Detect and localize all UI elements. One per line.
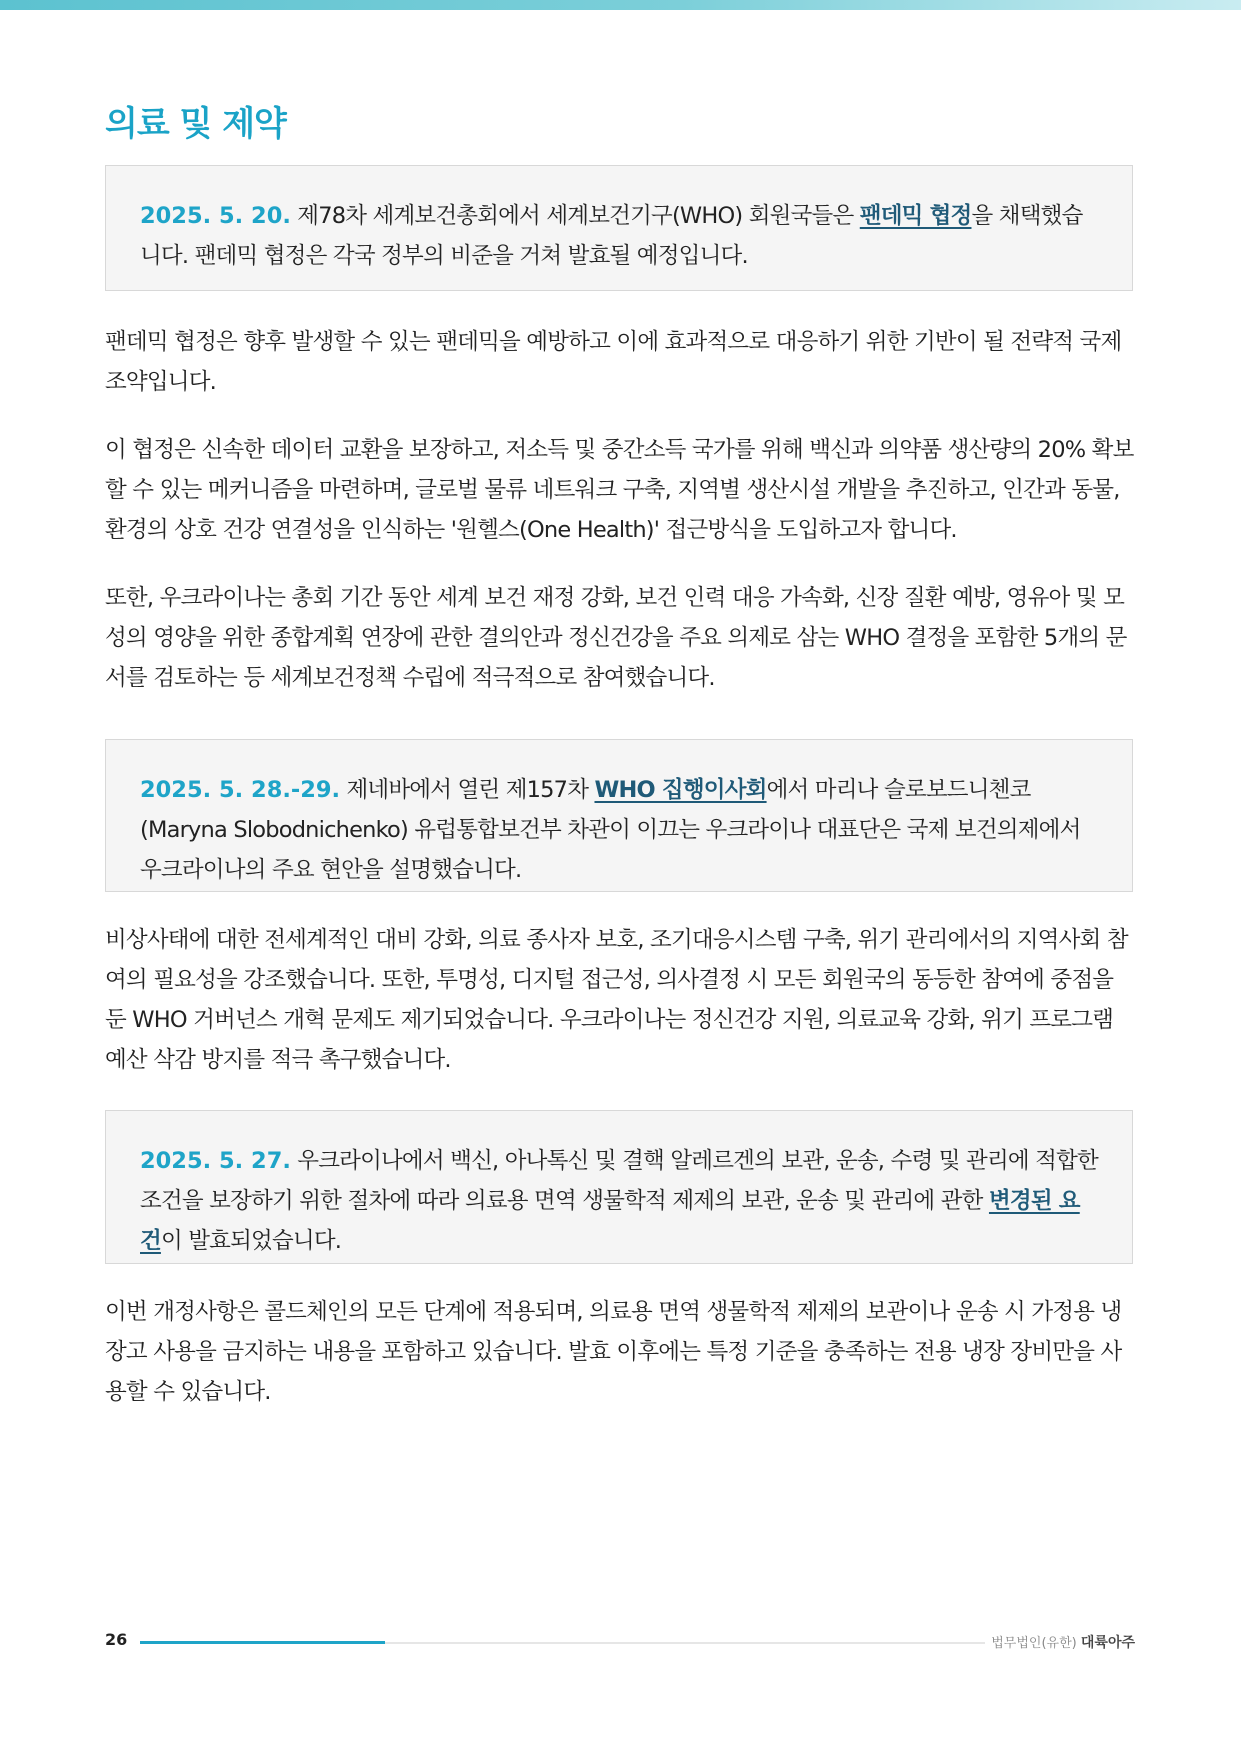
body-paragraph: 이 협정은 신속한 데이터 교환을 보장하고, 저소득 및 중간소득 국가를 위해 백신과 의약품 생산량의 20% 확보할 수 있는 메커니즘을 마련하며, 글로벌 물류 네트워크 구축, 지역별 생산시설 개발을 추진하고, 인간과 동물, 환경의 상호 건강 연결성을 인식하는 '원헬스(One Health)' 접근방식을 도입하고자 합니다.: [105, 437, 1134, 543]
news-highlight-link[interactable]: 팬데믹 협정: [859, 203, 972, 229]
news-date: 2025. 5. 20.: [140, 203, 291, 229]
top-accent-bar: [0, 0, 1241, 10]
news-text: 제네바에서 열린 제157차: [340, 777, 595, 803]
news-text: 우크라이나에서 백신, 아나톡신 및 결핵 알레르겐의 보관, 운송, 수령 및 관리에 적합한 조건을 보장하기 위한 절차에 따라 의료용 면역 생물학적 제제의 보관, 운송 및 관리에 관한: [140, 1148, 1098, 1214]
news-text: 이 발효되었습니다.: [160, 1228, 342, 1254]
news-highlight-link[interactable]: WHO 집행이사회: [594, 777, 767, 803]
brand-prefix: 법무법인(유한): [991, 1636, 1077, 1651]
news-text: 제78차 세계보건총회에서 세계보건기구(WHO) 회원국들은: [290, 203, 860, 229]
news-date: 2025. 5. 28.-29.: [140, 777, 341, 803]
news-highlight-link[interactable]: 변경된 요건: [140, 1188, 1080, 1254]
section-title: 의료 및 제약: [105, 104, 286, 144]
footer-brand: [991, 1632, 1135, 1652]
news-box-pandemic-agreement: [105, 165, 1133, 291]
body-paragraph: 또한, 우크라이나는 총회 기간 동안 세계 보건 재정 강화, 보건 인력 대응 가속화, 신장 질환 예방, 영유아 및 모성의 영양을 위한 종합계획 연장에 관한 결의안과 정신건강을 주요 의제로 삼는 WHO 결정을 포함한 5개의 문서를 검토하는 등 세계보건정책 수립에 적극적으로 참여했습니다.: [105, 585, 1127, 691]
page-number: 26: [105, 1630, 128, 1649]
brand-name: 대륙아주: [1080, 1635, 1135, 1651]
news-text: 을 채택했습니다. 팬데믹 협정은 각국 정부의 비준을 거쳐 발효될 예정입니다.: [140, 203, 1083, 269]
body-paragraph: 팬데믹 협정은 향후 발생할 수 있는 팬데믹을 예방하고 이에 효과적으로 대응하기 위한 기반이 될 전략적 국제 조약입니다.: [105, 329, 1122, 395]
news-box-executive-board: [105, 739, 1133, 892]
body-paragraph: 비상사태에 대한 전세계적인 대비 강화, 의료 종사자 보호, 조기대응시스템 구축, 위기 관리에서의 지역사회 참여의 필요성을 강조했습니다. 또한, 투명성, 디지털 접근성, 의사결정 시 모든 회원국의 동등한 참여에 중점을 둔 WHO 거버넌스 개혁 문제도 제기되었습니다. 우크라이나는 정신건강 지원, 의료교육 강화, 위기 프로그램 예산 삭감 방지를 적극 촉구했습니다.: [105, 927, 1128, 1073]
footer-divider-accent: [140, 1641, 385, 1644]
news-box-cold-chain: [105, 1110, 1133, 1264]
news-text: 에서 마리나 슬로보드니첸코(Maryna Slobodnichenko) 유럽통합보건부 차관이 이끄는 우크라이나 대표단은 국제 보건의제에서 우크라이나의 주요 현안을 설명했습니다.: [140, 777, 1081, 883]
body-paragraph: 이번 개정사항은 콜드체인의 모든 단계에 적용되며, 의료용 면역 생물학적 제제의 보관이나 운송 시 가정용 냉장고 사용을 금지하는 내용을 포함하고 있습니다. 발효 이후에는 특정 기준을 충족하는 전용 냉장 장비만을 사용할 수 있습니다.: [105, 1299, 1122, 1405]
news-date: 2025. 5. 27.: [140, 1148, 291, 1174]
